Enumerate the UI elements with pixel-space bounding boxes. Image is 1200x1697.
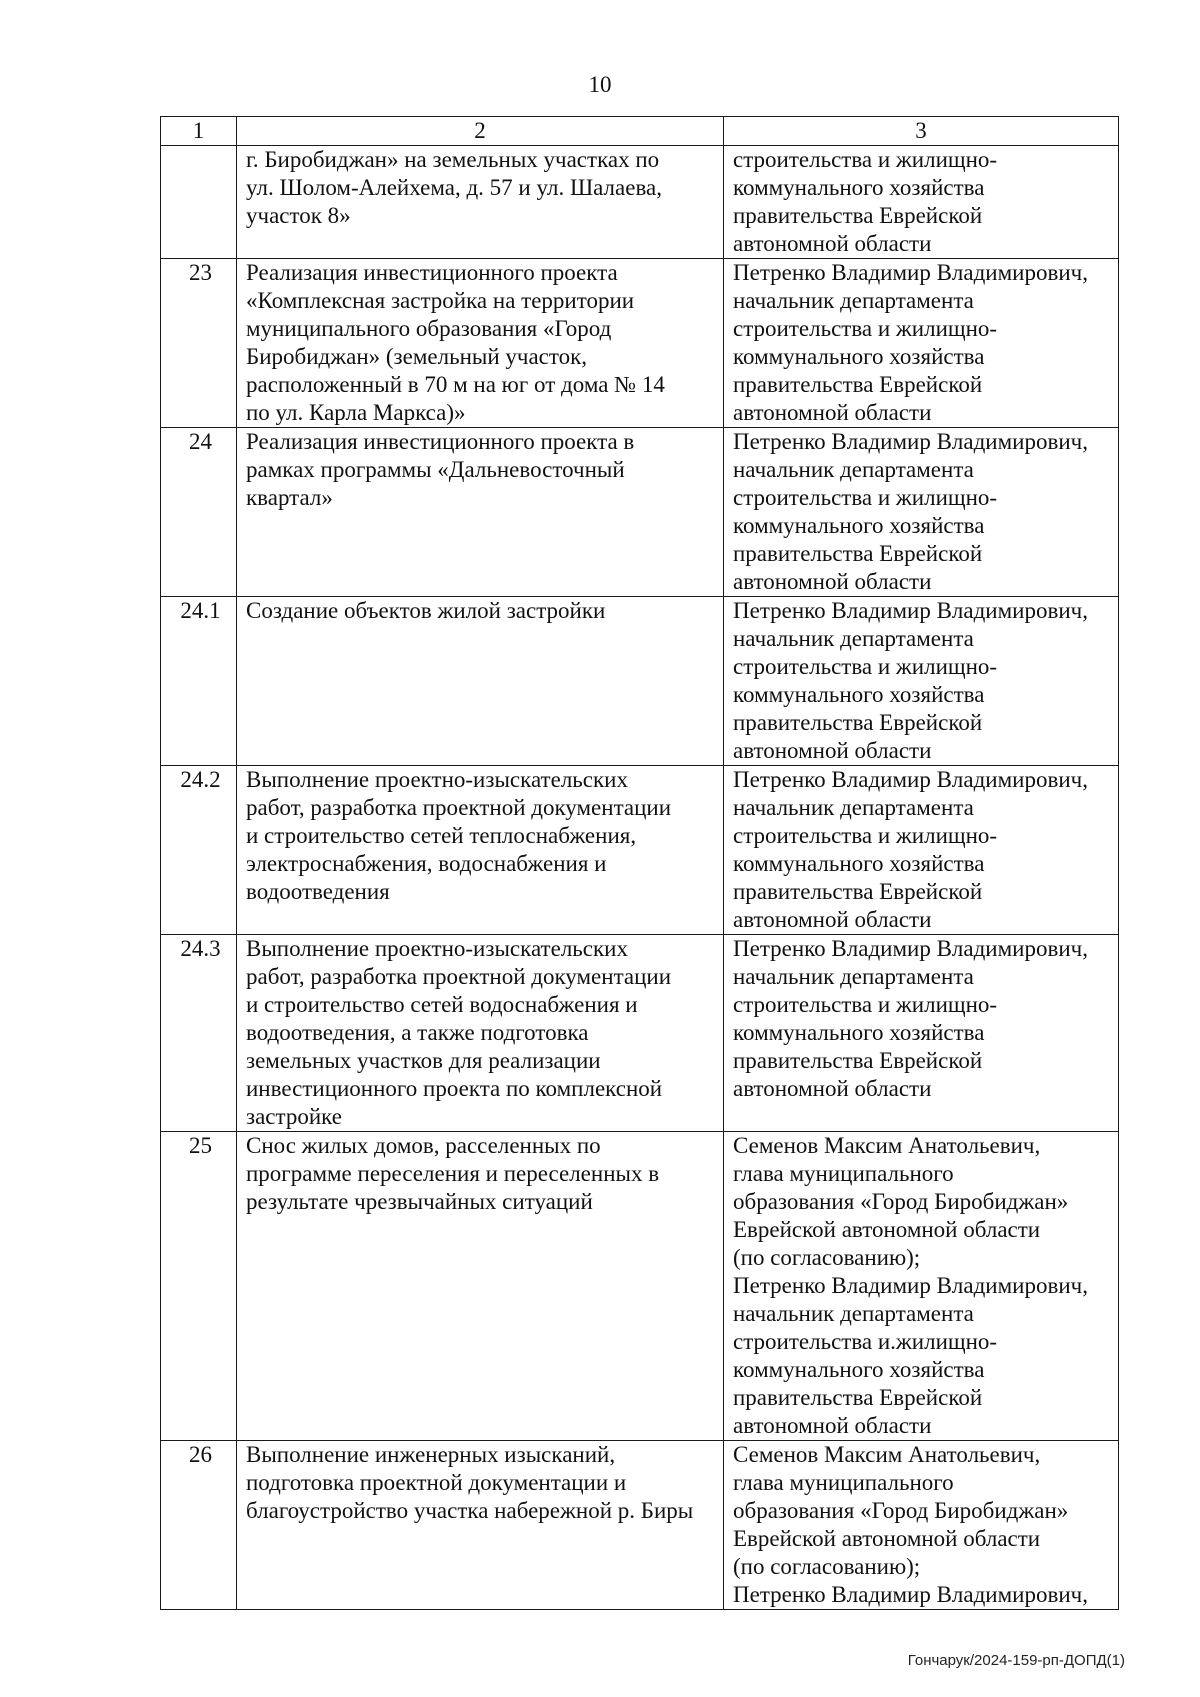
description-line: работ, разработка проектной документации <box>246 964 672 989</box>
description-line: подготовка проектной документации и <box>246 1470 627 1495</box>
responsible-line: автономной области <box>733 400 932 425</box>
description-line: квартал» <box>246 485 333 510</box>
description-line: г. Биробиджан» на земельных участках по <box>246 147 660 172</box>
description-line: Биробиджан» (земельный участок, <box>246 344 588 369</box>
row-number: 24 <box>161 428 237 597</box>
responsible-line: начальник департамента <box>733 964 974 989</box>
row-number: 25 <box>161 1132 237 1441</box>
description-line: Снос жилых домов, расселенных по <box>246 1133 601 1158</box>
responsible-line: Еврейской автономной области <box>733 1526 1041 1551</box>
responsible-line: глава муниципального <box>733 1161 954 1186</box>
row-responsible <box>724 259 1119 428</box>
header-row <box>161 117 1119 146</box>
description-line: земельных участков для реализации <box>246 1048 601 1073</box>
description-line: и строительство сетей водоснабжения и <box>246 992 638 1017</box>
description-line: застройке <box>246 1104 342 1129</box>
responsible-line: коммунального хозяйства <box>733 175 985 200</box>
description-line: по ул. Карла Маркса)» <box>246 400 466 425</box>
responsible-line: начальник департамента <box>733 1301 974 1326</box>
table-row <box>161 146 1119 259</box>
description-line: Выполнение инженерных изысканий, <box>246 1442 616 1467</box>
row-responsible <box>724 597 1119 766</box>
table-body <box>161 146 1119 1610</box>
row-description <box>237 1441 724 1610</box>
responsible-line: Семенов Максим Анатольевич, <box>733 1442 1041 1467</box>
responsible-line: автономной области <box>733 907 932 932</box>
table-row <box>161 597 1119 766</box>
description-line: электроснабжения, водоснабжения и <box>246 851 607 876</box>
table-header <box>161 117 1119 146</box>
responsible-line: правительства Еврейской <box>733 879 983 904</box>
description-line: Создание объектов жилой застройки <box>246 598 606 623</box>
row-responsible <box>724 428 1119 597</box>
description-line: благоустройство участка набережной р. Биры <box>246 1498 694 1523</box>
description-line: «Комплексная застройка на территории <box>246 288 635 313</box>
responsible-line: автономной области <box>733 738 932 763</box>
responsible-line: Петренко Владимир Владимирович, <box>733 1273 1088 1298</box>
responsible-line: строительства и жилищно- <box>733 316 998 341</box>
responsible-line: Петренко Владимир Владимирович, <box>733 936 1088 961</box>
row-number: 24.3 <box>161 935 237 1132</box>
responsible-line: правительства Еврейской <box>733 372 983 397</box>
responsible-line: автономной области <box>733 569 932 594</box>
responsible-line: образования «Город Биробиджан» <box>733 1498 1069 1523</box>
column-header-description: 2 <box>237 117 724 146</box>
table-row <box>161 766 1119 935</box>
description-line: и строительство сетей теплоснабжения, <box>246 823 637 848</box>
row-number: 26 <box>161 1441 237 1610</box>
responsible-line: коммунального хозяйства <box>733 1357 985 1382</box>
row-description <box>237 597 724 766</box>
responsible-line: строительства и жилищно- <box>733 992 998 1017</box>
table-row <box>161 259 1119 428</box>
row-description <box>237 146 724 259</box>
responsible-line: Петренко Владимир Владимирович, <box>733 767 1088 792</box>
responsible-line: Еврейской автономной области <box>733 1217 1041 1242</box>
description-line: результате чрезвычайных ситуаций <box>246 1189 593 1214</box>
responsible-line: коммунального хозяйства <box>733 682 985 707</box>
table-row <box>161 935 1119 1132</box>
description-line: Выполнение проектно-изыскательских <box>246 936 628 961</box>
description-line: водоотведения, а также подготовка <box>246 1020 589 1045</box>
responsible-line: (по согласованию); <box>733 1554 921 1579</box>
description-line: расположенный в 70 м на юг от дома № 14 <box>246 372 665 397</box>
responsible-line: строительства и жилищно- <box>733 654 998 679</box>
responsibility-table <box>160 116 1119 1610</box>
row-description <box>237 1132 724 1441</box>
responsible-line: автономной области <box>733 1076 932 1101</box>
description-line: водоотведения <box>246 879 390 904</box>
responsible-line: правительства Еврейской <box>733 1048 983 1073</box>
responsible-line: правительства Еврейской <box>733 541 983 566</box>
responsible-line: правительства Еврейской <box>733 710 983 735</box>
responsible-line: начальник департамента <box>733 795 974 820</box>
responsible-line: строительства и.жилищно- <box>733 1329 998 1354</box>
description-line: Выполнение проектно-изыскательских <box>246 767 628 792</box>
row-responsible <box>724 146 1119 259</box>
description-line: участок 8» <box>246 203 351 228</box>
responsible-line: строительства и жилищно- <box>733 147 998 172</box>
responsible-line: правительства Еврейской <box>733 203 983 228</box>
row-description <box>237 935 724 1132</box>
description-line: программе переселения и переселенных в <box>246 1161 660 1186</box>
responsible-line: Петренко Владимир Владимирович, <box>733 429 1088 454</box>
row-responsible <box>724 1441 1119 1610</box>
responsible-line: начальник департамента <box>733 288 974 313</box>
responsible-line: коммунального хозяйства <box>733 851 985 876</box>
row-responsible <box>724 1132 1119 1441</box>
responsible-line: правительства Еврейской <box>733 1385 983 1410</box>
responsible-line: начальник департамента <box>733 457 974 482</box>
row-description <box>237 766 724 935</box>
responsible-line: строительства и жилищно- <box>733 485 998 510</box>
responsible-line: коммунального хозяйства <box>733 344 985 369</box>
description-line: инвестиционного проекта по комплексной <box>246 1076 663 1101</box>
responsible-line: (по согласованию); <box>733 1245 921 1270</box>
responsible-line: коммунального хозяйства <box>733 513 985 538</box>
column-header-number: 1 <box>161 117 237 146</box>
responsible-line: автономной области <box>733 1413 932 1438</box>
description-line: Реализация инвестиционного проекта <box>246 260 618 285</box>
page-number: 10 <box>588 72 612 97</box>
row-number: 23 <box>161 259 237 428</box>
table-row <box>161 1441 1119 1610</box>
description-line: рамках программы «Дальневосточный <box>246 457 625 482</box>
row-description <box>237 428 724 597</box>
column-header-responsible: 3 <box>724 117 1119 146</box>
responsible-line: коммунального хозяйства <box>733 1020 985 1045</box>
responsible-line: Петренко Владимир Владимирович, <box>733 260 1088 285</box>
row-number <box>161 146 237 259</box>
description-line: Реализация инвестиционного проекта в <box>246 429 635 454</box>
row-description <box>237 259 724 428</box>
responsible-line: строительства и жилищно- <box>733 823 998 848</box>
row-number: 24.1 <box>161 597 237 766</box>
row-number: 24.2 <box>161 766 237 935</box>
row-responsible <box>724 935 1119 1132</box>
responsible-line: Петренко Владимир Владимирович, <box>733 598 1088 623</box>
description-line: муниципального образования «Город <box>246 316 612 341</box>
document-code: Гончарук/2024-159-рп-ДОПД(1) <box>907 1652 1125 1669</box>
table-row <box>161 1132 1119 1441</box>
responsible-line: Семенов Максим Анатольевич, <box>733 1133 1041 1158</box>
responsible-line: образования «Город Биробиджан» <box>733 1189 1069 1214</box>
description-line: работ, разработка проектной документации <box>246 795 672 820</box>
responsible-line: автономной области <box>733 231 932 256</box>
responsible-line: начальник департамента <box>733 626 974 651</box>
responsible-line: глава муниципального <box>733 1470 954 1495</box>
row-responsible <box>724 766 1119 935</box>
responsible-line: Петренко Владимир Владимирович, <box>733 1582 1088 1607</box>
description-line: ул. Шолом-Алейхема, д. 57 и ул. Шалаева, <box>246 175 662 200</box>
table-row <box>161 428 1119 597</box>
